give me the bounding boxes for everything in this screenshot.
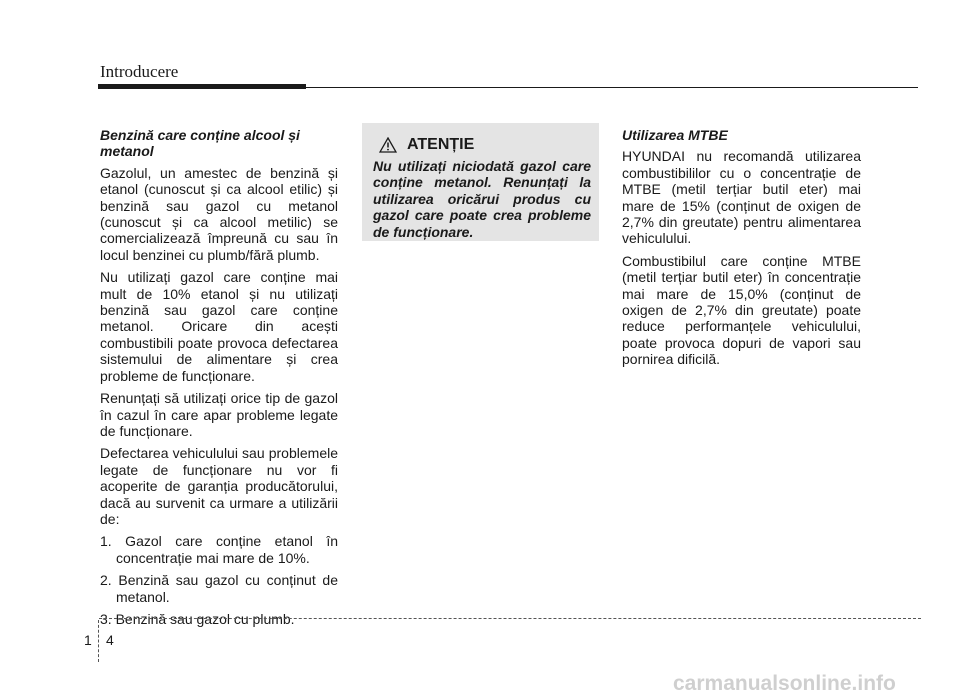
caution-box	[362, 123, 599, 241]
chapter-number: 1	[84, 632, 92, 648]
paragraph: Combustibilul care conține MTBE (metil terțiar butil eter) în concentrație mai mare de 15,0% (conținut de oxigen de 2,7% din greutate) poate reduce performanțele vehiculului, poate provoca dopuri de vapori sau pornirea dificilă.	[622, 252, 861, 368]
list-item: 1. Gazol care conține etanol în concentrație mai mare de 10%.	[100, 533, 338, 566]
header-rule	[98, 87, 918, 88]
list-item: 3. Benzină sau gazol cu plumb.	[100, 610, 295, 627]
section-title: Utilizarea MTBE	[622, 127, 728, 143]
caution-label: ATENȚIE	[407, 136, 475, 153]
section-alcohol-methanol	[100, 127, 338, 633]
numbered-list	[100, 533, 338, 627]
paragraph: HYUNDAI nu recomandă utilizarea combustibililor cu o concentrație de MTBE (metil terțiar butil eter) mai mare de 15% (conținut de oxigen de 2,7% din greutate) pentru alimentarea vehiculului.	[622, 148, 861, 247]
header-title: Introducere	[100, 62, 179, 81]
page-number-divider	[98, 620, 99, 662]
section-mtbe	[622, 127, 861, 374]
footer-rule	[99, 618, 921, 619]
page-number: 4	[106, 632, 114, 648]
paragraph: Defectarea vehiculului sau problemele legate de funcționare nu vor fi acoperite de garanția producătorului, dacă au survenit ca urmare a utilizării de:	[100, 445, 338, 527]
paragraph: Nu utilizați gazol care conține mai mult de 10% etanol și nu utilizați benzină sau gazol care conține metanol. Oricare din acești combustibili poate provoca defectarea sistemului de alimentare și crea probleme de funcționare.	[100, 269, 338, 384]
section-title: Benzină care conține alcool și metanol	[100, 127, 300, 160]
paragraph: Renunțați să utilizați orice tip de gazol în cazul în care apar probleme legate de funcționare.	[100, 390, 338, 439]
caution-text: Nu utilizați niciodată gazol care conține metanol. Renunțați la utilizarea oricărui produs cu gazol care poate crea probleme de funcționare.	[373, 158, 591, 240]
caution-header	[373, 136, 591, 154]
warning-triangle-icon	[379, 137, 397, 153]
list-item: 2. Benzină sau gazol cu conținut de metanol.	[100, 572, 338, 605]
paragraph: Gazolul, un amestec de benzină și etanol (cunoscut și ca alcool etilic) și benzină sau gazol cu metanol (cunoscut și ca alcool metilic) se comercializează împreună cu sau în locul benzinei cu plumb/fără plumb.	[100, 164, 338, 263]
watermark: carmanualsonline.info	[673, 672, 896, 695]
